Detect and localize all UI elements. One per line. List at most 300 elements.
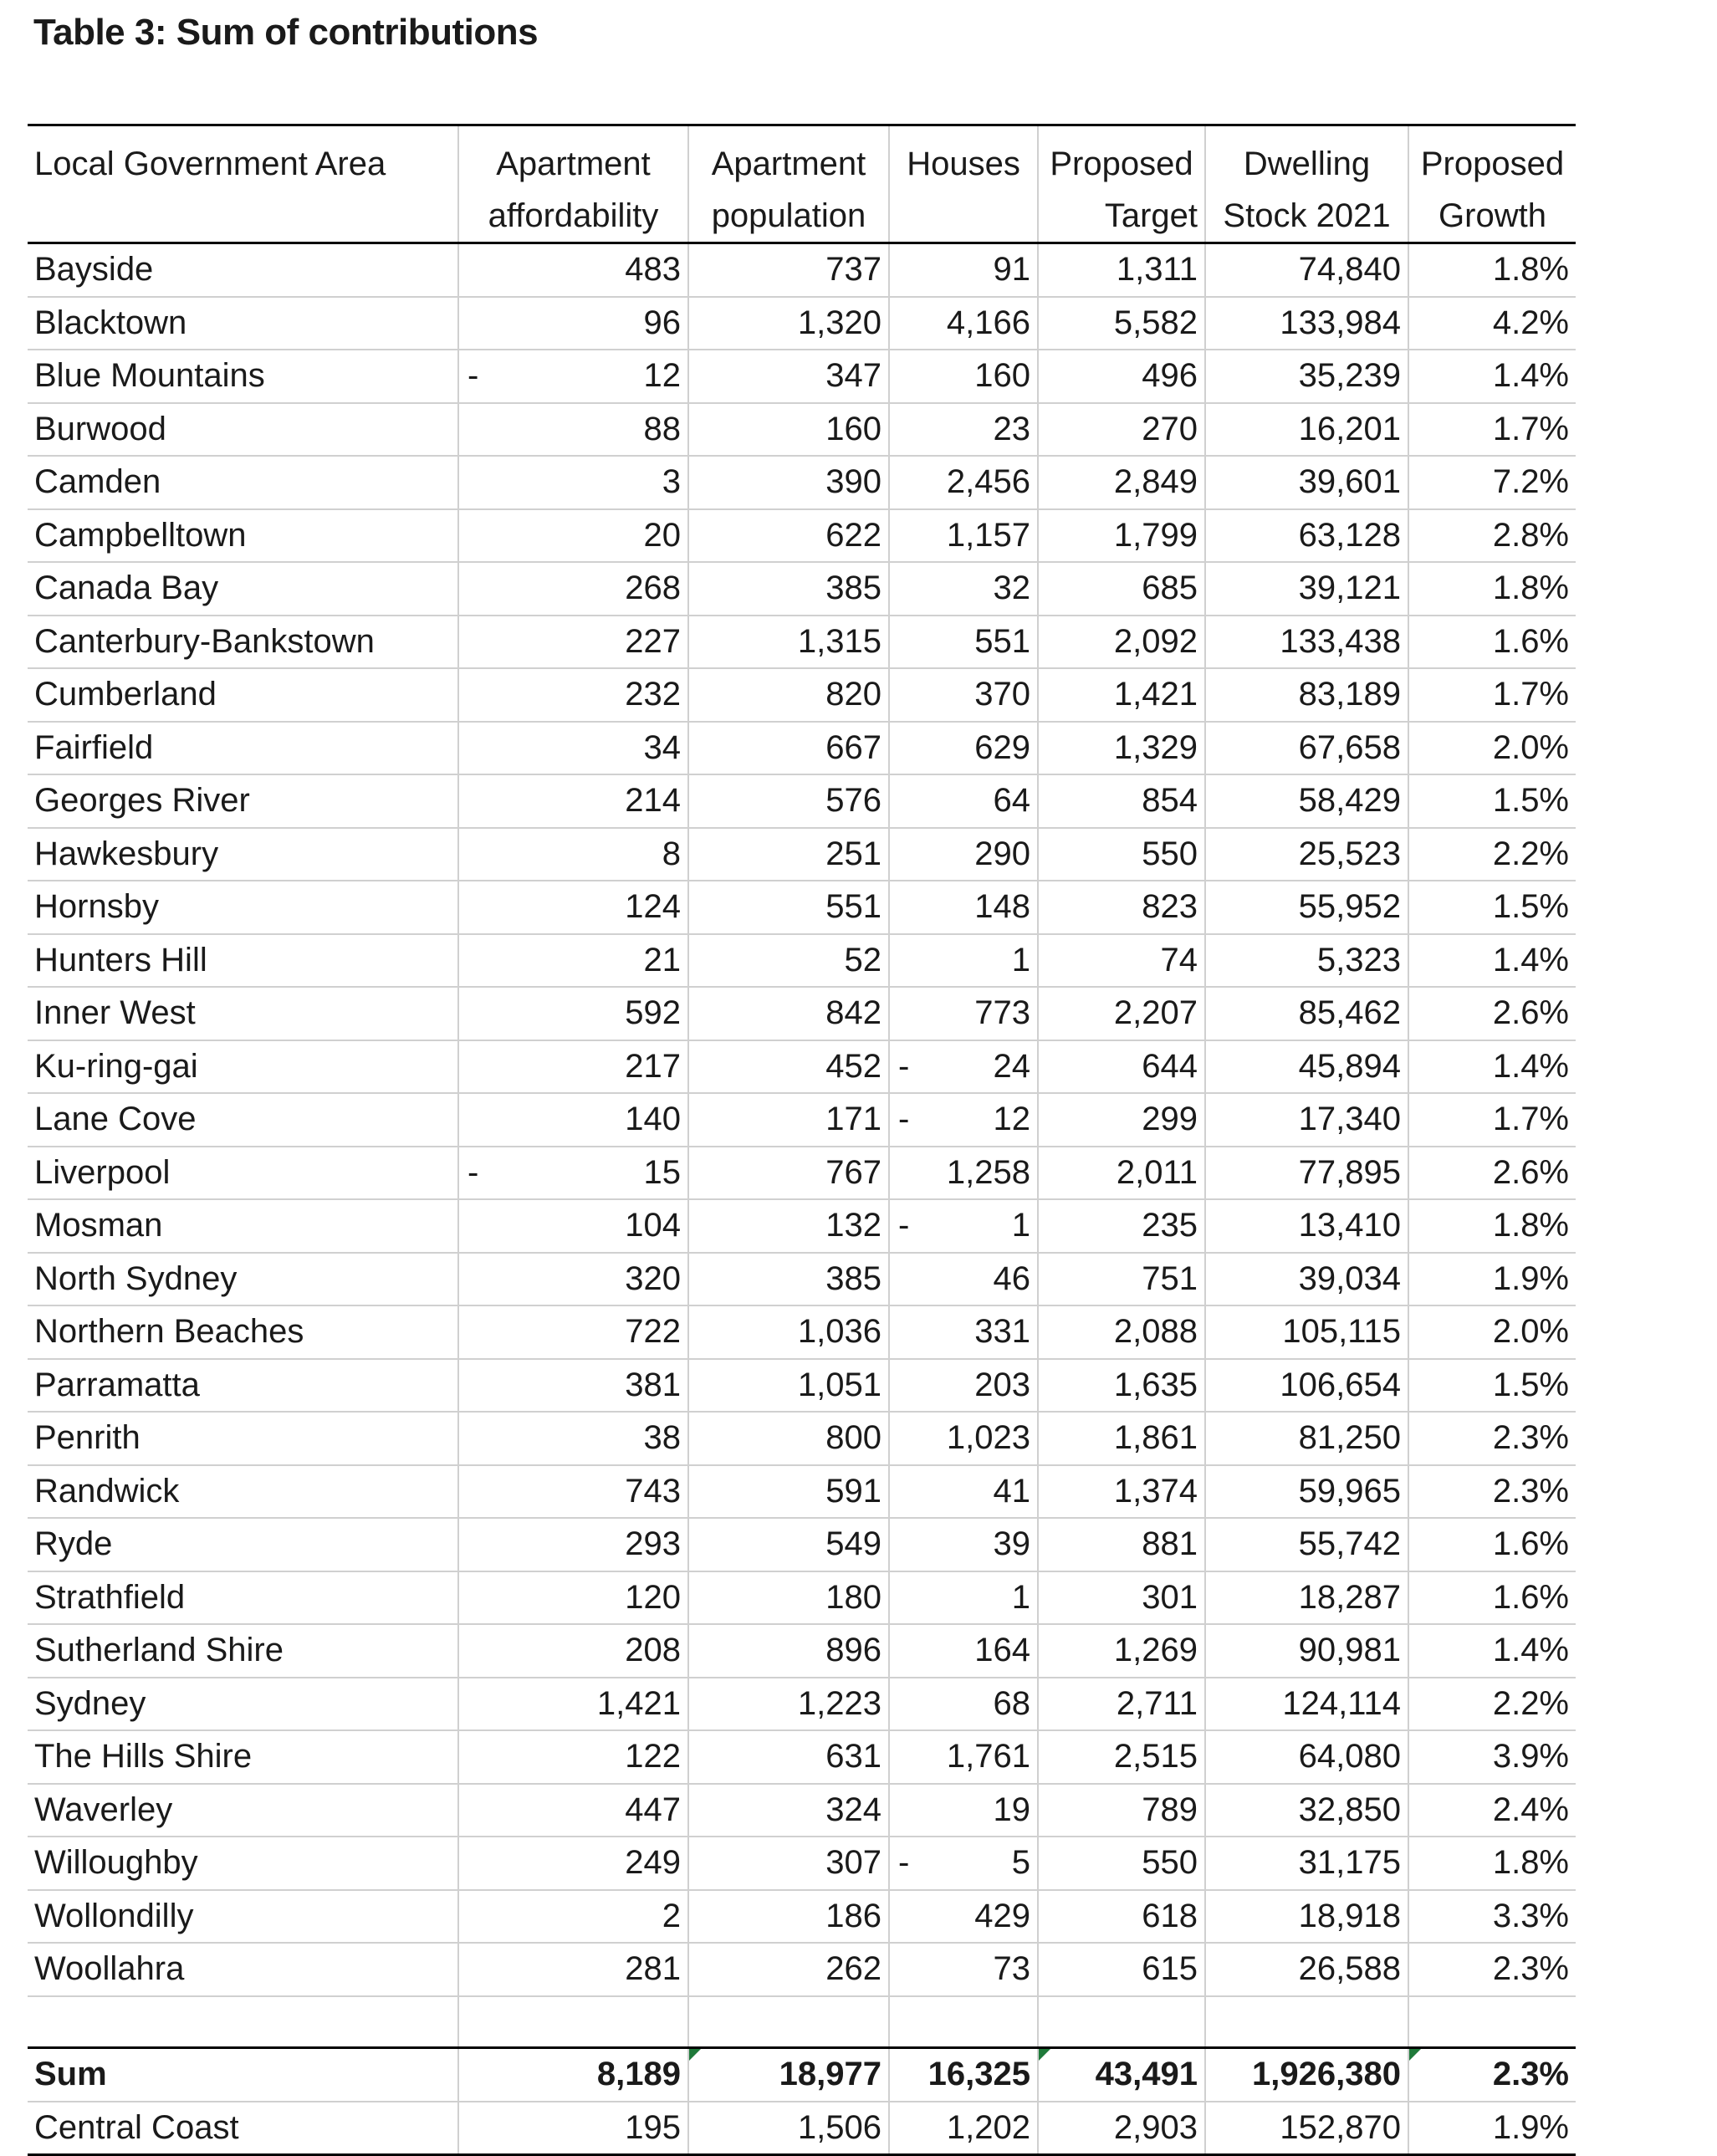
proposed-growth-cell xyxy=(1408,1147,1576,1200)
proposed-target-cell xyxy=(1038,1359,1205,1413)
dwelling-stock-cell xyxy=(1205,1465,1408,1519)
cell-value: 46 xyxy=(993,1259,1030,1297)
cell-value: 881 xyxy=(1142,1525,1198,1562)
houses-cell xyxy=(889,1571,1038,1625)
proposed-target-cell xyxy=(1038,1730,1205,1784)
central-coast-row xyxy=(28,2102,1576,2155)
cell-value: 1 xyxy=(1011,1578,1030,1616)
houses-cell xyxy=(889,722,1038,775)
cell-value: 2.2% xyxy=(1492,1684,1569,1722)
cell-value: 52 xyxy=(844,941,881,978)
apartment-affordability-cell xyxy=(458,456,688,509)
cell-value: 1.8% xyxy=(1492,570,1569,606)
table-row xyxy=(28,774,1576,828)
cell-value: 1,036 xyxy=(797,1313,881,1350)
cell-value: 1.7% xyxy=(1492,676,1569,713)
apartment-affordability-cell xyxy=(458,2048,688,2102)
apartment-population-cell xyxy=(688,456,889,509)
cell-value: 25,523 xyxy=(1298,835,1401,872)
cell-value: 88 xyxy=(643,410,681,447)
cell-value: 43,491 xyxy=(1095,2056,1198,2092)
lga-name-cell: Central Coast xyxy=(28,2102,458,2155)
cell-value: 320 xyxy=(625,1259,681,1297)
proposed-growth-cell xyxy=(1408,1359,1576,1413)
houses-cell xyxy=(889,774,1038,828)
cell-value: 3 xyxy=(662,463,681,500)
cell-value: 4.2% xyxy=(1492,304,1569,341)
cell-value: 2.0% xyxy=(1492,1313,1569,1350)
houses-cell xyxy=(889,1837,1038,1890)
dwelling-stock-cell xyxy=(1205,1359,1408,1413)
cell-value: 39,601 xyxy=(1298,463,1401,500)
apartment-affordability-cell xyxy=(458,774,688,828)
cell-value: 685 xyxy=(1142,570,1198,606)
apartment-affordability-cell xyxy=(458,1412,688,1465)
cell-value: 90,981 xyxy=(1298,1632,1401,1668)
cell-value: 23 xyxy=(993,410,1030,447)
lga-name-cell: Northern Beaches xyxy=(28,1305,458,1359)
apartment-affordability-cell xyxy=(458,987,688,1040)
proposed-target-cell xyxy=(1038,1943,1205,1996)
lga-name-cell: Wollondilly xyxy=(28,1890,458,1944)
lga-name-cell: Inner West xyxy=(28,987,458,1040)
cell-value: 160 xyxy=(974,357,1030,394)
dwelling-stock-cell xyxy=(1205,1890,1408,1944)
proposed-growth-cell xyxy=(1408,1943,1576,1996)
apartment-population-cell xyxy=(688,2102,889,2155)
cell-value: 122 xyxy=(625,1738,681,1775)
negative-sign: - xyxy=(468,357,479,394)
apartment-affordability-cell xyxy=(458,350,688,403)
cell-value: 1,421 xyxy=(1113,676,1198,713)
proposed-growth-cell xyxy=(1408,1465,1576,1519)
cell-value: 120 xyxy=(625,1578,681,1616)
cell-value: 429 xyxy=(974,1897,1030,1934)
cell-value: 77,895 xyxy=(1298,1153,1401,1191)
cell-value: 32 xyxy=(993,570,1030,606)
cell-value: 483 xyxy=(625,251,681,288)
apartment-population-cell xyxy=(688,1571,889,1625)
houses-cell xyxy=(889,350,1038,403)
cell-value: 1,926,380 xyxy=(1252,2056,1401,2092)
header-row xyxy=(28,125,1576,243)
error-indicator-icon xyxy=(689,2049,701,2061)
cell-value: 307 xyxy=(825,1844,881,1881)
column-header-houses: Houses xyxy=(889,125,1038,243)
apartment-affordability-cell xyxy=(458,881,688,934)
dwelling-stock-cell xyxy=(1205,2102,1408,2155)
proposed-target-cell xyxy=(1038,509,1205,563)
cell-value: 551 xyxy=(825,888,881,925)
cell-value: 8 xyxy=(662,835,681,872)
lga-name-cell: Liverpool xyxy=(28,1147,458,1200)
apartment-population-cell xyxy=(688,987,889,1040)
column-header-apartment-affordability: Apartment affordability xyxy=(458,125,688,243)
column-header-dwelling-stock: Dwelling Stock 2021 xyxy=(1205,125,1408,243)
cell-value: 1.5% xyxy=(1492,782,1569,819)
cell-value: 26,588 xyxy=(1298,1950,1401,1987)
cell-value: 767 xyxy=(825,1153,881,1191)
table-row xyxy=(28,456,1576,509)
cell-value: 32,850 xyxy=(1298,1791,1401,1828)
proposed-growth-cell xyxy=(1408,2048,1576,2102)
cell-value: 281 xyxy=(625,1950,681,1987)
houses-cell xyxy=(889,881,1038,934)
cell-value: 268 xyxy=(625,570,681,606)
cell-value: 214 xyxy=(625,782,681,819)
proposed-target-cell xyxy=(1038,1040,1205,1094)
apartment-population-cell xyxy=(688,1147,889,1200)
apartment-affordability-cell xyxy=(458,1943,688,1996)
negative-sign: - xyxy=(898,1844,910,1881)
lga-name-cell: Hunters Hill xyxy=(28,934,458,988)
cell-value: 390 xyxy=(825,463,881,500)
dwelling-stock-cell xyxy=(1205,456,1408,509)
houses-cell xyxy=(889,616,1038,669)
cell-value: 722 xyxy=(625,1313,681,1350)
houses-cell xyxy=(889,1465,1038,1519)
empty-cell xyxy=(458,1996,688,2048)
cell-value: 854 xyxy=(1142,782,1198,819)
table-row xyxy=(28,1784,1576,1837)
cell-value: 2.3% xyxy=(1492,1419,1569,1456)
proposed-target-cell xyxy=(1038,1890,1205,1944)
error-indicator-icon xyxy=(1039,2049,1050,2061)
cell-value: 39,121 xyxy=(1298,570,1401,606)
houses-cell xyxy=(889,1943,1038,1996)
cell-value: 743 xyxy=(625,1472,681,1510)
apartment-affordability-cell xyxy=(458,1624,688,1678)
cell-value: 67,658 xyxy=(1298,728,1401,766)
cell-value: 18,918 xyxy=(1298,1897,1401,1934)
apartment-affordability-cell xyxy=(458,562,688,616)
dwelling-stock-cell xyxy=(1205,1040,1408,1094)
cell-value: 2,088 xyxy=(1113,1313,1198,1350)
proposed-target-cell xyxy=(1038,1624,1205,1678)
lga-name-cell: Fairfield xyxy=(28,722,458,775)
apartment-population-cell xyxy=(688,1305,889,1359)
cell-value: 83,189 xyxy=(1298,676,1401,713)
cell-value: 132 xyxy=(825,1207,881,1244)
proposed-growth-cell xyxy=(1408,1678,1576,1731)
table-row xyxy=(28,987,1576,1040)
cell-value: 12 xyxy=(643,357,681,394)
cell-value: 39 xyxy=(993,1525,1030,1562)
dwelling-stock-cell xyxy=(1205,1730,1408,1784)
proposed-growth-cell xyxy=(1408,1730,1576,1784)
lga-name-cell: Randwick xyxy=(28,1465,458,1519)
cell-value: 64,080 xyxy=(1298,1738,1401,1775)
dwelling-stock-cell xyxy=(1205,1147,1408,1200)
cell-value: 2,711 xyxy=(1116,1684,1198,1722)
dwelling-stock-cell xyxy=(1205,403,1408,457)
lga-name-cell: Parramatta xyxy=(28,1359,458,1413)
cell-value: 2,515 xyxy=(1113,1738,1198,1775)
houses-cell xyxy=(889,668,1038,722)
lga-name-cell: Hornsby xyxy=(28,881,458,934)
cell-value: 249 xyxy=(625,1844,681,1881)
apartment-affordability-cell xyxy=(458,1518,688,1571)
cell-value: 38 xyxy=(643,1419,681,1456)
proposed-growth-cell xyxy=(1408,1253,1576,1306)
lga-name-cell: Georges River xyxy=(28,774,458,828)
houses-cell xyxy=(889,987,1038,1040)
dwelling-stock-cell xyxy=(1205,1412,1408,1465)
table-row xyxy=(28,562,1576,616)
proposed-target-cell xyxy=(1038,243,1205,297)
proposed-target-cell xyxy=(1038,1571,1205,1625)
apartment-affordability-cell xyxy=(458,1040,688,1094)
cell-value: 1,051 xyxy=(797,1366,881,1403)
proposed-target-cell xyxy=(1038,1253,1205,1306)
cell-value: 1.5% xyxy=(1492,1366,1569,1403)
table-row xyxy=(28,1199,1576,1253)
dwelling-stock-cell xyxy=(1205,987,1408,1040)
apartment-population-cell xyxy=(688,1199,889,1253)
lga-name-cell: Ku-ring-gai xyxy=(28,1040,458,1094)
dwelling-stock-cell xyxy=(1205,1305,1408,1359)
cell-value: 331 xyxy=(974,1313,1030,1350)
cell-value: 1,799 xyxy=(1113,516,1198,554)
cell-value: 148 xyxy=(974,888,1030,925)
dwelling-stock-cell xyxy=(1205,1199,1408,1253)
cell-value: 1.4% xyxy=(1492,1632,1569,1668)
cell-value: 842 xyxy=(825,994,881,1031)
cell-value: 2,903 xyxy=(1113,2108,1198,2146)
proposed-growth-cell xyxy=(1408,934,1576,988)
proposed-growth-cell xyxy=(1408,1199,1576,1253)
proposed-growth-cell xyxy=(1408,297,1576,350)
dwelling-stock-cell xyxy=(1205,722,1408,775)
cell-value: 74,840 xyxy=(1298,251,1401,288)
proposed-growth-cell xyxy=(1408,1784,1576,1837)
proposed-growth-cell xyxy=(1408,509,1576,563)
cell-value: 262 xyxy=(825,1950,881,1987)
cell-value: 1,202 xyxy=(946,2108,1030,2146)
proposed-growth-cell xyxy=(1408,722,1576,775)
houses-cell xyxy=(889,1624,1038,1678)
cell-value: 293 xyxy=(625,1525,681,1562)
dwelling-stock-cell xyxy=(1205,774,1408,828)
proposed-target-cell xyxy=(1038,1837,1205,1890)
houses-cell xyxy=(889,1730,1038,1784)
cell-value: 631 xyxy=(825,1738,881,1775)
cell-value: 2.0% xyxy=(1492,728,1569,766)
dwelling-stock-cell xyxy=(1205,562,1408,616)
lga-name-cell: Lane Cove xyxy=(28,1093,458,1147)
proposed-target-cell xyxy=(1038,1093,1205,1147)
empty-cell xyxy=(1038,1996,1205,2048)
apartment-affordability-cell xyxy=(458,1837,688,1890)
apartment-population-cell xyxy=(688,1040,889,1094)
proposed-target-cell xyxy=(1038,1784,1205,1837)
dwelling-stock-cell xyxy=(1205,2048,1408,2102)
column-header-lga: Local Government Area xyxy=(28,125,458,243)
empty-cell xyxy=(889,1996,1038,2048)
dwelling-stock-cell xyxy=(1205,1678,1408,1731)
proposed-target-cell xyxy=(1038,881,1205,934)
cell-value: 496 xyxy=(1142,357,1198,394)
proposed-target-cell xyxy=(1038,2102,1205,2155)
proposed-target-cell xyxy=(1038,828,1205,881)
dwelling-stock-cell xyxy=(1205,509,1408,563)
cell-value: 324 xyxy=(825,1791,881,1828)
table-row xyxy=(28,1147,1576,1200)
cell-value: 576 xyxy=(825,782,881,819)
apartment-affordability-cell xyxy=(458,2102,688,2155)
cell-value: 551 xyxy=(974,622,1030,660)
cell-value: 2,849 xyxy=(1113,463,1198,500)
cell-value: 5,323 xyxy=(1316,941,1401,978)
proposed-growth-cell xyxy=(1408,774,1576,828)
lga-name-cell: Strathfield xyxy=(28,1571,458,1625)
empty-cell xyxy=(28,1996,458,2048)
cell-value: 644 xyxy=(1142,1047,1198,1085)
cell-value: 96 xyxy=(643,304,681,341)
houses-cell xyxy=(889,1359,1038,1413)
table-row xyxy=(28,1571,1576,1625)
proposed-target-cell xyxy=(1038,1518,1205,1571)
apartment-population-cell xyxy=(688,350,889,403)
proposed-growth-cell xyxy=(1408,1305,1576,1359)
cell-value: 270 xyxy=(1142,410,1198,447)
empty-cell xyxy=(1408,1996,1576,2048)
apartment-population-cell xyxy=(688,1412,889,1465)
apartment-population-cell xyxy=(688,1624,889,1678)
table-row xyxy=(28,668,1576,722)
cell-value: 1 xyxy=(1011,1207,1030,1244)
proposed-growth-cell xyxy=(1408,562,1576,616)
table-row xyxy=(28,1305,1576,1359)
proposed-growth-cell xyxy=(1408,1412,1576,1465)
proposed-target-cell xyxy=(1038,616,1205,669)
cell-value: 1,023 xyxy=(946,1419,1030,1456)
cell-value: 195 xyxy=(625,2108,681,2146)
apartment-population-cell xyxy=(688,881,889,934)
proposed-growth-cell xyxy=(1408,2102,1576,2155)
cell-value: 2.4% xyxy=(1492,1791,1569,1828)
cell-value: 16,325 xyxy=(927,2056,1030,2092)
lga-name-cell: Ryde xyxy=(28,1518,458,1571)
proposed-growth-cell xyxy=(1408,1093,1576,1147)
houses-cell xyxy=(889,1253,1038,1306)
houses-cell xyxy=(889,1040,1038,1094)
table-row xyxy=(28,350,1576,403)
cell-value: 203 xyxy=(974,1366,1030,1403)
proposed-growth-cell xyxy=(1408,881,1576,934)
apartment-affordability-cell xyxy=(458,243,688,297)
cell-value: 1,329 xyxy=(1113,728,1198,766)
cell-value: 208 xyxy=(625,1632,681,1668)
proposed-target-cell xyxy=(1038,1305,1205,1359)
cell-value: 1,315 xyxy=(797,622,881,660)
houses-cell xyxy=(889,456,1038,509)
houses-cell xyxy=(889,934,1038,988)
dwelling-stock-cell xyxy=(1205,1518,1408,1571)
cell-value: 447 xyxy=(625,1791,681,1828)
houses-cell xyxy=(889,562,1038,616)
cell-value: 68 xyxy=(993,1684,1030,1722)
cell-value: 251 xyxy=(825,835,881,872)
cell-value: 1,506 xyxy=(797,2108,881,2146)
proposed-target-cell xyxy=(1038,722,1205,775)
dwelling-stock-cell xyxy=(1205,1093,1408,1147)
table-row xyxy=(28,297,1576,350)
proposed-target-cell xyxy=(1038,1147,1205,1200)
cell-value: 17,340 xyxy=(1298,1101,1401,1137)
apartment-population-cell xyxy=(688,828,889,881)
dwelling-stock-cell xyxy=(1205,1571,1408,1625)
cell-value: 1,311 xyxy=(1116,251,1198,288)
proposed-growth-cell xyxy=(1408,243,1576,297)
table-row xyxy=(28,1359,1576,1413)
table-row xyxy=(28,1412,1576,1465)
lga-name-cell: Bayside xyxy=(28,243,458,297)
table-row xyxy=(28,1465,1576,1519)
cell-value: 55,742 xyxy=(1298,1525,1401,1562)
apartment-affordability-cell xyxy=(458,1305,688,1359)
apartment-population-cell xyxy=(688,1784,889,1837)
proposed-growth-cell xyxy=(1408,1890,1576,1944)
cell-value: 301 xyxy=(1142,1578,1198,1616)
cell-value: 751 xyxy=(1142,1259,1198,1297)
table-row xyxy=(28,1518,1576,1571)
apartment-population-cell xyxy=(688,297,889,350)
houses-cell xyxy=(889,2102,1038,2155)
cell-value: 4,166 xyxy=(946,304,1030,341)
proposed-growth-cell xyxy=(1408,350,1576,403)
cell-value: 1.6% xyxy=(1492,1525,1569,1562)
apartment-affordability-cell xyxy=(458,297,688,350)
cell-value: 34 xyxy=(643,728,681,766)
apartment-affordability-cell xyxy=(458,403,688,457)
table-row xyxy=(28,616,1576,669)
cell-value: 171 xyxy=(825,1101,881,1137)
cell-value: 370 xyxy=(974,676,1030,713)
cell-value: 549 xyxy=(825,1525,881,1562)
cell-value: 385 xyxy=(825,570,881,606)
proposed-growth-cell xyxy=(1408,456,1576,509)
apartment-affordability-cell xyxy=(458,668,688,722)
cell-value: 1.4% xyxy=(1492,1047,1569,1085)
apartment-affordability-cell xyxy=(458,1678,688,1731)
apartment-affordability-cell xyxy=(458,1465,688,1519)
proposed-growth-cell xyxy=(1408,1624,1576,1678)
cell-value: 1.5% xyxy=(1492,888,1569,925)
lga-name-cell: Sum xyxy=(28,2048,458,2102)
cell-value: 217 xyxy=(625,1047,681,1085)
cell-value: 55,952 xyxy=(1298,888,1401,925)
cell-value: 7.2% xyxy=(1492,463,1569,500)
lga-name-cell: Blacktown xyxy=(28,297,458,350)
cell-value: 31,175 xyxy=(1298,1844,1401,1881)
table-row xyxy=(28,828,1576,881)
cell-value: 1,635 xyxy=(1113,1366,1198,1403)
cell-value: 13,410 xyxy=(1298,1207,1401,1244)
dwelling-stock-cell xyxy=(1205,668,1408,722)
houses-cell xyxy=(889,1890,1038,1944)
table-row xyxy=(28,1040,1576,1094)
proposed-growth-cell xyxy=(1408,616,1576,669)
proposed-target-cell xyxy=(1038,987,1205,1040)
apartment-population-cell xyxy=(688,1518,889,1571)
cell-value: 124,114 xyxy=(1282,1684,1401,1722)
table-row xyxy=(28,1943,1576,1996)
cell-value: 133,438 xyxy=(1280,622,1401,660)
houses-cell xyxy=(889,1305,1038,1359)
cell-value: 2.6% xyxy=(1492,994,1569,1031)
negative-sign: - xyxy=(898,1047,910,1085)
